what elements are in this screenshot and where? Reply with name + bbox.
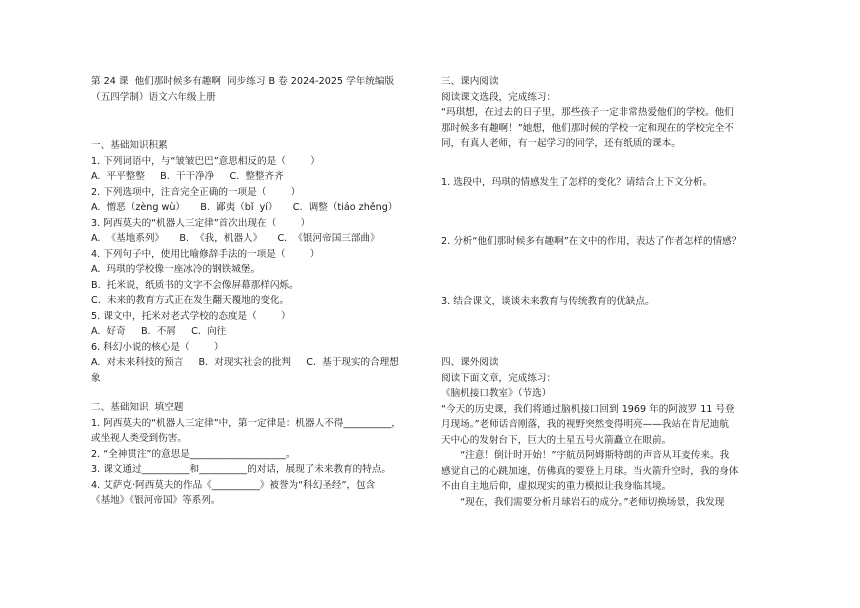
left-column xyxy=(91,74,441,509)
question-3-stem: 3. 阿西莫夫的“机器人三定律”首次出现在（ ） xyxy=(91,217,311,229)
fill-2: 2. “全神贯注”的意思是____________________。 xyxy=(91,448,296,460)
fill-1-line-1: 1. 阿西莫夫的“机器人三定律”中，第一定律是：机器人不得__________， xyxy=(91,417,401,429)
question-3-options: A. 《基地系列》 B. 《我，机器人》 C. 《银河帝国三部曲》 xyxy=(91,233,380,244)
article-p3-line-1: “现在，我们需要分析月球岩石的成分。”老师切换场景，我发现 xyxy=(460,496,725,508)
section-4-heading: 四、课外阅读 xyxy=(441,357,499,368)
question-4-option-b: B. 托米说，纸质书的文字不会像屏幕那样闪烁。 xyxy=(91,279,299,291)
right-column xyxy=(441,74,779,510)
question-2-stem: 2. 下列选项中，注音完全正确的一项是（ ） xyxy=(91,186,301,198)
question-4-option-a: A. 玛琪的学校像一座冰冷的钢铁城堡。 xyxy=(91,264,261,275)
fill-3: 3. 课文通过__________和__________的对话，展现了未来教育的特点。 xyxy=(91,464,392,475)
fill-1-line-2: 或坐视人类受到伤害。 xyxy=(91,433,187,444)
passage-line-3: 同，有真人老师，有一起学习的同学，还有纸质的课本。 xyxy=(441,138,681,149)
article-p1-line-3: 天中心的发射台下，巨大的土星五号火箭矗立在眼前。 xyxy=(441,434,672,446)
question-5-options: A. 好奇 B. 不屑 C. 向往 xyxy=(91,326,227,337)
question-2-options: A. 憎恶（zèng wù） B. 鄙夷（bǐ yí） C. 调整（tiáo zhěng） xyxy=(91,202,398,213)
fill-4-line-1: 4. 艾萨克·阿西莫夫的作品《__________》被誉为“科幻圣经”，包含 xyxy=(91,479,376,491)
question-5-stem: 5. 课文中，托米对老式学校的态度是（ ） xyxy=(91,310,291,322)
question-6-options-line-2: 象 xyxy=(91,372,101,384)
article-p1-line-2: 月现场。”老师话音刚落，我的视野突然变得明亮——我站在肯尼迪航 xyxy=(441,419,729,430)
fill-4-line-2: 《基地》《银河帝国》等系列。 xyxy=(91,495,221,506)
article-p2-line-2: 感觉自己的心跳加速，仿佛真的要登上月球。当火箭升空时，我的身体 xyxy=(441,465,739,477)
question-4-stem: 4. 下列句子中，使用比喻修辞手法的一项是（ ） xyxy=(91,248,320,260)
passage-line-1: “玛琪想，在过去的日子里，那些孩子一定非常热爱他们的学校。他们 xyxy=(441,107,734,118)
worksheet-title-line-2: （五四学制）语文六年级上册 xyxy=(91,92,216,103)
passage-line-2: 那时候多有趣啊！”她想，他们那时候的学校一定和现在的学校完全不 xyxy=(441,122,734,134)
section-3-heading: 三、课内阅读 xyxy=(441,76,499,87)
question-1-stem: 1. 下列词语中，与“皱皱巴巴”意思相反的是（ ） xyxy=(91,155,320,167)
section-3-instruction: 阅读课文选段，完成练习： xyxy=(441,91,557,103)
question-6-stem: 6. 科幻小说的核心是（ ） xyxy=(91,341,224,353)
worksheet-title-line-1: 第 24 课 他们那时候多有趣啊 同步练习 B 卷 2024-2025 学年统编版 xyxy=(91,76,395,87)
section-1-heading: 一、基础知识积累 xyxy=(91,140,168,151)
question-1-options: A. 平平整整 B. 干干净净 C. 整整齐齐 xyxy=(91,171,284,182)
article-p1-line-1: “今天的历史课，我们将通过脑机接口回到 1969 年的阿波罗 11 号登 xyxy=(441,403,735,415)
reading-question-2: 2. 分析“他们那时候多有趣啊”在文中的作用，表达了作者怎样的情感？ xyxy=(441,236,742,247)
question-4-option-c: C. 未来的教育方式正在发生翻天覆地的变化。 xyxy=(91,295,290,306)
article-p2-line-3: 不由自主地后仰，虚拟现实的重力模拟让我身临其境。 xyxy=(441,481,672,492)
reading-question-1: 1. 选段中，玛琪的情感发生了怎样的变化？请结合上下文分析。 xyxy=(441,176,713,188)
article-title: 《脑机接口教室》（节选） xyxy=(441,388,552,399)
article-p2-line-1: “注意！倒计时开始！”宇航员阿姆斯特朗的声音从耳麦传来。我 xyxy=(460,450,730,461)
question-6-options-line-1: A. 对未来科技的预言 B. 对现实社会的批判 C. 基于现实的合理想 xyxy=(91,357,399,368)
reading-question-3: 3. 结合课文，谈谈未来教育与传统教育的优缺点。 xyxy=(441,295,655,307)
section-2-heading: 二、基础知识 填空题 xyxy=(91,402,184,413)
section-4-instruction: 阅读下面文章，完成练习： xyxy=(441,372,557,384)
